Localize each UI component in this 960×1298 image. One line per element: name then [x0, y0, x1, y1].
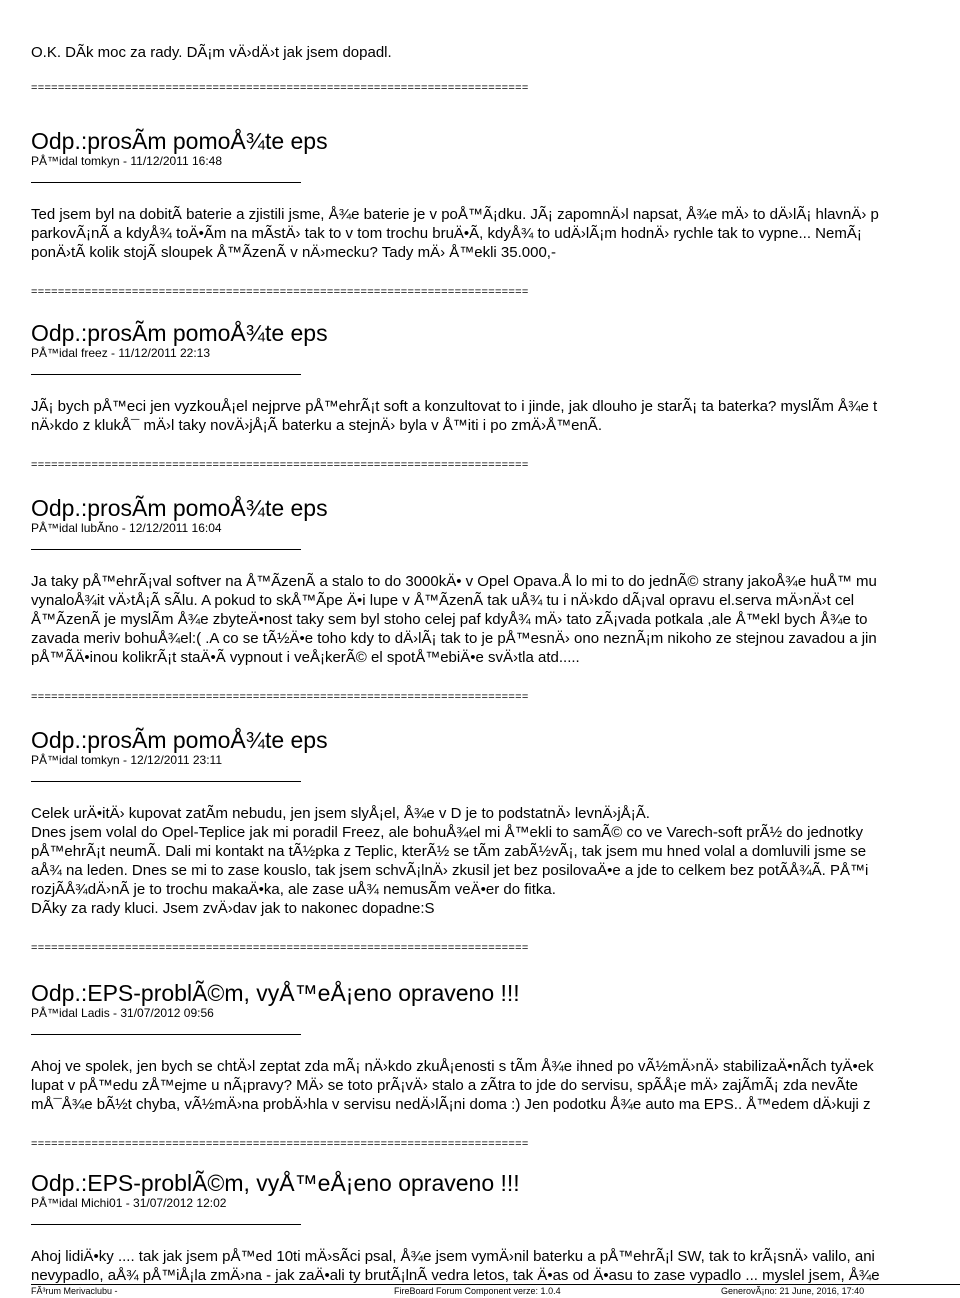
post-line: Ja taky pÅ™ehrÃ¡val softver na Å™ÃzenÃ a stalo to do 3000kÄ• v Opel Opava.Å lo mi to do jednÃ© strany jakoÅ¾e huÅ™ mu: [31, 573, 877, 590]
post-title: Odp.:prosÃm pomoÅ¾te eps: [31, 495, 328, 521]
post-line: mÅ¯Å¾e bÃ½t chyba, vÃ½mÄ›na probÄ›hla v servisu nedÄ›lÃ¡ni doma :) Jen podotku Å¾e auto ma EPS.. Å™edem dÄ›kuji z: [31, 1096, 871, 1113]
post-title: Odp.:EPS-problÃ©m, vyÅ™eÅ¡eno opraveno !!!: [31, 1170, 520, 1196]
post-meta: PÅ™idal tomkyn - 12/12/2011 23:11: [31, 753, 223, 767]
post-line: Ted jsem byl na dobitÃ baterie a zjistili jsme, Å¾e baterie je v poÅ™Ã¡dku. JÃ¡ zapomnÄ›l napsat, Å¾e mÄ› to dÄ›lÃ¡ hlavnÄ› p: [31, 206, 879, 223]
post-line: zavada meriv bohuÅ¾el:( .A co se tÃ½Ä•e toho kdy to dÄ›lÃ¡ tak to je pÅ™esnÄ› ono neznÃ¡m nikoho ze stejnou zavadou a jin: [31, 630, 877, 647]
post-divider: [31, 182, 301, 183]
post-meta: PÅ™idal tomkyn - 11/12/2011 16:48: [31, 154, 223, 168]
post-body: [31, 804, 960, 918]
separator: ==========================================================================: [31, 691, 529, 703]
separator: ==========================================================================: [31, 82, 529, 94]
post-body: [31, 397, 960, 435]
footer-component: FireBoard Forum Component verze: 1.0.4: [394, 1286, 561, 1296]
post-line: rozjÃÅ¾dÄ›nÃ je to trochu makaÄ•ka, ale zase uÅ¾ nemusÃm veÄ•er do fitka.: [31, 881, 556, 898]
separator: ==========================================================================: [31, 459, 529, 471]
footer-generated: GenerovÃ¡no: 21 June, 2016, 17:40: [721, 1286, 865, 1296]
post-title: Odp.:prosÃm pomoÅ¾te eps: [31, 320, 328, 346]
post-title: Odp.:EPS-problÃ©m, vyÅ™eÅ¡eno opraveno !!!: [31, 980, 520, 1006]
separator: ==========================================================================: [31, 942, 529, 954]
post-line: JÃ¡ bych pÅ™eci jen vyzkouÅ¡el nejprve pÅ™ehrÃ¡t soft a konzultovat to i jinde, jak dlouho je starÃ¡ ta baterka? myslÃm Å¾e t: [31, 398, 878, 415]
separator: ==========================================================================: [31, 1138, 529, 1150]
post: [31, 1170, 960, 1285]
footer-site: FÃ³rum Merivaclubu -: [31, 1286, 118, 1296]
post-divider: [31, 1224, 301, 1225]
post-meta: PÅ™idal freez - 11/12/2011 22:13: [31, 346, 211, 360]
post-line: Å™ÃzenÃ je myslÃm Å¾e zbyteÄ•nost taky sem byl stoho celej paf kdyÅ¾ mÄ› tato zÃ¡vada potkala ,ale Å™ekl bych Å¾e to: [31, 611, 868, 628]
post-line: DÃky za rady kluci. Jsem zvÄ›dav jak to nakonec dopadne:S: [31, 900, 435, 917]
post-line: Dnes jsem volal do Opel-Teplice jak mi poradil Freez, ale bohuÅ¾el mi Å™ekli to samÃ© co ve Varech-soft prÃ½ do jednotky: [31, 824, 863, 841]
post-line: Ahoj ve spolek, jen bych se chtÄ›l zeptat zda mÃ¡ nÄ›kdo zkuÅ¡enosti s tÃm Å¾e ihned po vÃ½mÄ›nÄ› stabilizaÄ•nÃch tyÄ•ek: [31, 1058, 874, 1075]
post-body: [31, 572, 960, 667]
post-divider: [31, 549, 301, 550]
document-page: [31, 0, 960, 1297]
post-line: Celek urÄ•itÄ› kupovat zatÃm nebudu, jen jsem slyÅ¡el, Å¾e v D je to podstatnÄ› levnÄ›jÅ¡Ã.: [31, 805, 650, 822]
post-meta: PÅ™idal Ladis - 31/07/2012 09:56: [31, 1006, 214, 1020]
post-line: pÅ™ÃÄ•inou kolikrÃ¡t staÄ•Ã vypnout i veÅ¡kerÃ© el spotÅ™ebiÄ•e svÄ›tla atd.....: [31, 649, 580, 666]
post-line: pÅ™ehrÃ¡t neumÃ. Dali mi kontakt na tÃ½pka z Teplic, kterÃ½ se tÃm zabÃ½vÃ¡, tak jsem mu hned volal a domluvili jsme se: [31, 843, 867, 860]
post-line: parkovÃ¡nÃ a kdyÅ¾ toÄ•Ãm na mÃstÄ› tak to v tom trochu bruÄ•Ã, kdyÅ¾ to udÄ›lÃ¡m hodnÄ› rychle tak to vypne... NemÃ¡: [31, 225, 862, 242]
post-line: lupat v pÅ™edu zÅ™ejme u nÃ¡pravy? MÄ› se toto prÃ¡vÄ› stalo a zÃtra to jde do servisu, spÃÅ¡e mÄ› zajÃmÃ¡ zda nevÃte: [31, 1077, 859, 1094]
post-line: Ahoj lidiÄ•ky .... tak jak jsem pÅ™ed 10ti mÄ›sÃci psal, Å¾e jsem vymÄ›nil baterku a pÅ™ehrÃ¡l SW, tak to krÃ¡snÄ› valilo, ani: [31, 1248, 875, 1265]
post-title: Odp.:prosÃm pomoÅ¾te eps: [31, 128, 328, 154]
post-divider: [31, 374, 301, 375]
page-footer: [31, 1284, 960, 1298]
separator: ==========================================================================: [31, 286, 529, 298]
post: [31, 320, 960, 472]
post-line: vynaloÅ¾it vÄ›tÅ¡Ã sÃlu. A pokud to skÅ™Ãpe Ä•i lupe v Å™ÃzenÃ tak uÅ¾ tu i nÄ›kdo dÃ¡val opravu el.serva mÄ›nÄ›t cel: [31, 592, 855, 609]
post-line: nÄ›kdo z klukÅ¯ mÄ›l taky novÄ›jÅ¡Ã baterku a stejnÄ› byla v Å™iti i po zmÄ›Å™enÃ.: [31, 417, 602, 434]
post: [31, 128, 960, 299]
post-body: [31, 205, 960, 262]
post-divider: [31, 1034, 301, 1035]
post: [31, 495, 960, 704]
post-divider: [31, 781, 301, 782]
intro-text: O.K. DÃk moc za rady. DÃ¡m vÄ›dÄ›t jak jsem dopadl.: [31, 44, 392, 61]
post-line: nevypadlo, aÅ¾ pÅ™iÅ¡la zmÄ›na - jak zaÄ•ali ty brutÃ¡lnÃ vedra letos, tak Ä•as od Ä•asu to zase vypadlo ... myslel jsem, Å¾e: [31, 1267, 880, 1284]
post: [31, 980, 960, 1151]
post-line: aÅ¾ na leden. Dnes se mi to zase kouslo, tak jsem schvÃ¡lnÄ› zkusil jet bez posilovaÄ•e a jde to celkem bez potÃÅ¾Ã. PÅ™i: [31, 862, 869, 879]
post-title: Odp.:prosÃm pomoÅ¾te eps: [31, 727, 328, 753]
post-meta: PÅ™idal lubÃno - 12/12/2011 16:04: [31, 521, 222, 535]
post-body: [31, 1247, 960, 1285]
post-body: [31, 1057, 960, 1114]
post-meta: PÅ™idal Michi01 - 31/07/2012 12:02: [31, 1196, 227, 1210]
post: [31, 727, 960, 955]
post-line: ponÄ›tÃ kolik stojÃ sloupek Å™ÃzenÃ v nÄ›mecku? Tady mÄ› Å™ekli 35.000,-: [31, 244, 556, 261]
